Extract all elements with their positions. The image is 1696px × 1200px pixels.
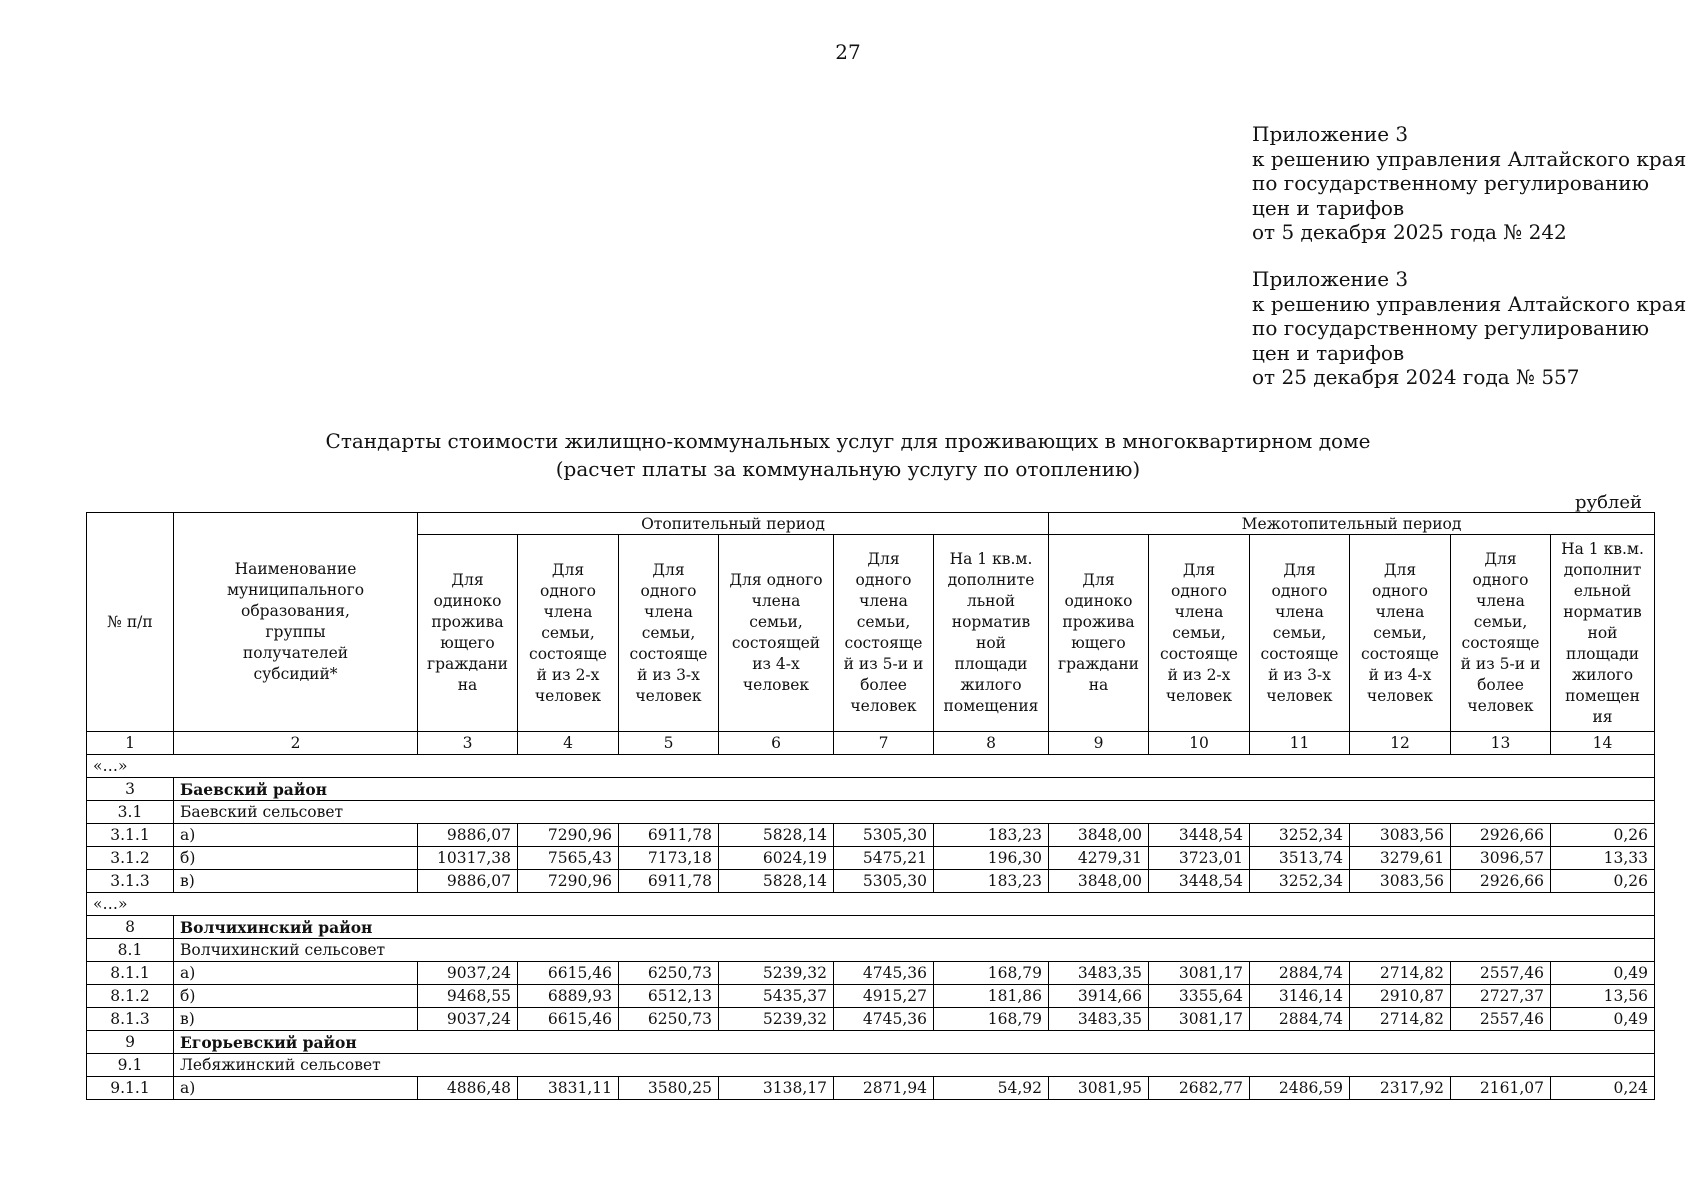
row-number-cell: 3.1.2 [87, 847, 174, 870]
column-header: Для одного члена семьи, состояще й из 3-х человек [619, 535, 719, 732]
district-name-cell: Волчихинский район [174, 916, 1655, 939]
value-cell: 2926,66 [1451, 824, 1551, 847]
column-header: Для одного члена семьи, состоящей из 4-х человек [719, 535, 834, 732]
column-number: 10 [1149, 732, 1250, 755]
value-cell: 3096,57 [1451, 847, 1551, 870]
column-number: 7 [834, 732, 934, 755]
value-cell: 3083,56 [1350, 824, 1451, 847]
value-cell: 3083,56 [1350, 870, 1451, 893]
value-cell: 6024,19 [719, 847, 834, 870]
value-cell: 0,24 [1551, 1077, 1655, 1100]
value-cell: 3483,35 [1049, 962, 1149, 985]
unit-label: рублей [1574, 492, 1642, 513]
group-name-cell: б) [174, 985, 418, 1008]
value-cell: 3831,11 [518, 1077, 619, 1100]
table-row [87, 870, 1655, 893]
value-cell: 2486,59 [1250, 1077, 1350, 1100]
value-cell: 10317,38 [418, 847, 518, 870]
table-row-district [87, 916, 1655, 939]
district-name-cell: Баевский район [174, 778, 1655, 801]
value-cell: 6615,46 [518, 962, 619, 985]
document-title [0, 427, 1696, 483]
value-cell: 2317,92 [1350, 1077, 1451, 1100]
value-cell: 3580,25 [619, 1077, 719, 1100]
appendix-line: по государственному регулированию [1252, 171, 1650, 195]
column-header: Для одного члена семьи, состояще й из 2-х человек [518, 535, 619, 732]
column-header: Для одного члена семьи, состояще й из 5-и и более человек [1451, 535, 1551, 732]
ellipsis-cell: «…» [87, 893, 1655, 916]
row-number-cell: 8.1.3 [87, 1008, 174, 1031]
value-cell: 168,79 [934, 962, 1049, 985]
value-cell: 3279,61 [1350, 847, 1451, 870]
value-cell: 5305,30 [834, 870, 934, 893]
value-cell: 6911,78 [619, 824, 719, 847]
column-number: 8 [934, 732, 1049, 755]
value-cell: 5305,30 [834, 824, 934, 847]
appendix-line: Приложение 3 [1252, 267, 1409, 291]
table-row [87, 962, 1655, 985]
value-cell: 7565,43 [518, 847, 619, 870]
value-cell: 3448,54 [1149, 824, 1250, 847]
column-header: Для одиноко прожива ющего граждани на [1049, 535, 1149, 732]
title-line: (расчет платы за коммунальную услугу по отоплению) [555, 457, 1141, 481]
council-name-cell: Лебяжинский сельсовет [174, 1054, 1655, 1077]
value-cell: 0,49 [1551, 962, 1655, 985]
value-cell: 2682,77 [1149, 1077, 1250, 1100]
value-cell: 3081,17 [1149, 962, 1250, 985]
row-number-cell: 9 [87, 1031, 174, 1054]
group-name-cell: а) [174, 962, 418, 985]
table-row-ellipsis [87, 755, 1655, 778]
value-cell: 2871,94 [834, 1077, 934, 1100]
value-cell: 3914,66 [1049, 985, 1149, 1008]
row-number-cell: 3.1.1 [87, 824, 174, 847]
value-cell: 13,56 [1551, 985, 1655, 1008]
column-number: 4 [518, 732, 619, 755]
column-number: 2 [174, 732, 418, 755]
appendix-previous-block [1252, 267, 1686, 390]
appendix-line: цен и тарифов [1252, 195, 1405, 220]
value-cell: 0,26 [1551, 870, 1655, 893]
row-number-cell: 9.1.1 [87, 1077, 174, 1100]
table-row-council [87, 801, 1655, 824]
value-cell: 0,49 [1551, 1008, 1655, 1031]
value-cell: 3146,14 [1250, 985, 1350, 1008]
value-cell: 2557,46 [1451, 962, 1551, 985]
council-name-cell: Баевский сельсовет [174, 801, 1655, 824]
council-name-cell: Волчихинский сельсовет [174, 939, 1655, 962]
value-cell: 54,92 [934, 1077, 1049, 1100]
appendix-line: от 5 декабря 2025 года № 242 [1252, 220, 1567, 244]
value-cell: 0,26 [1551, 824, 1655, 847]
table-row [87, 824, 1655, 847]
value-cell: 2884,74 [1250, 962, 1350, 985]
column-header: На 1 кв.м. дополнит ельной норматив ной площади жилого помещен ия [1551, 535, 1655, 732]
appendix-line: от 25 декабря 2024 года № 557 [1252, 365, 1580, 389]
column-header: Для одного члена семьи, состояще й из 5-и и более человек [834, 535, 934, 732]
value-cell: 13,33 [1551, 847, 1655, 870]
value-cell: 6250,73 [619, 1008, 719, 1031]
column-number: 11 [1250, 732, 1350, 755]
column-number: 9 [1049, 732, 1149, 755]
column-number: 6 [719, 732, 834, 755]
value-cell: 9037,24 [418, 962, 518, 985]
table-row [87, 847, 1655, 870]
value-cell: 3252,34 [1250, 824, 1350, 847]
column-header-name: Наименование муниципального образования, группы получателей субсидий* [174, 513, 418, 732]
row-number-cell: 3.1 [87, 801, 174, 824]
row-number-cell: 8 [87, 916, 174, 939]
value-cell: 3355,64 [1149, 985, 1250, 1008]
appendix-line: Приложение 3 [1252, 122, 1409, 146]
value-cell: 7290,96 [518, 870, 619, 893]
value-cell: 6512,13 [619, 985, 719, 1008]
column-number: 12 [1350, 732, 1451, 755]
appendix-line: по государственному регулированию [1252, 316, 1650, 340]
value-cell: 4886,48 [418, 1077, 518, 1100]
value-cell: 4745,36 [834, 962, 934, 985]
table-row-district [87, 1031, 1655, 1054]
tariff-table [86, 512, 1655, 1100]
value-cell: 2884,74 [1250, 1008, 1350, 1031]
page-number: 27 [835, 40, 861, 64]
value-cell: 3138,17 [719, 1077, 834, 1100]
group-name-cell: а) [174, 1077, 418, 1100]
row-number-cell: 8.1.2 [87, 985, 174, 1008]
column-header: На 1 кв.м. дополните льной норматив ной площади жилого помещения [934, 535, 1049, 732]
value-cell: 168,79 [934, 1008, 1049, 1031]
value-cell: 9886,07 [418, 870, 518, 893]
table-body [87, 755, 1655, 1100]
value-cell: 6911,78 [619, 870, 719, 893]
column-number: 13 [1451, 732, 1551, 755]
column-header-number: № п/п [87, 513, 174, 732]
value-cell: 3081,95 [1049, 1077, 1149, 1100]
row-number-cell: 8.1.1 [87, 962, 174, 985]
row-number-cell: 9.1 [87, 1054, 174, 1077]
column-header: Для одного члена семьи, состояще й из 4-х человек [1350, 535, 1451, 732]
value-cell: 2714,82 [1350, 962, 1451, 985]
value-cell: 196,30 [934, 847, 1049, 870]
value-cell: 4279,31 [1049, 847, 1149, 870]
appendix-line: к решению управления Алтайского края [1252, 291, 1687, 316]
value-cell: 5828,14 [719, 824, 834, 847]
value-cell: 7290,96 [518, 824, 619, 847]
district-name-cell: Егорьевский район [174, 1031, 1655, 1054]
value-cell: 3448,54 [1149, 870, 1250, 893]
value-cell: 2161,07 [1451, 1077, 1551, 1100]
title-line: Стандарты стоимости жилищно-коммунальных услуг для проживающих в многоквартирном доме [325, 429, 1371, 453]
value-cell: 2910,87 [1350, 985, 1451, 1008]
value-cell: 181,86 [934, 985, 1049, 1008]
appendix-line: к решению управления Алтайского края [1252, 146, 1687, 171]
value-cell: 5239,32 [719, 962, 834, 985]
value-cell: 183,23 [934, 870, 1049, 893]
table-row [87, 985, 1655, 1008]
column-number: 3 [418, 732, 518, 755]
table-row-council [87, 939, 1655, 962]
group-header-heating: Отопительный период [418, 513, 1049, 535]
column-number: 5 [619, 732, 719, 755]
ellipsis-cell: «…» [87, 755, 1655, 778]
column-number: 14 [1551, 732, 1655, 755]
value-cell: 183,23 [934, 824, 1049, 847]
table-row [87, 1008, 1655, 1031]
row-number-cell: 3.1.3 [87, 870, 174, 893]
value-cell: 3848,00 [1049, 870, 1149, 893]
value-cell: 5828,14 [719, 870, 834, 893]
table-row-council [87, 1054, 1655, 1077]
value-cell: 5239,32 [719, 1008, 834, 1031]
value-cell: 9886,07 [418, 824, 518, 847]
value-cell: 2557,46 [1451, 1008, 1551, 1031]
value-cell: 5435,37 [719, 985, 834, 1008]
value-cell: 6615,46 [518, 1008, 619, 1031]
value-cell: 3848,00 [1049, 824, 1149, 847]
value-cell: 9468,55 [418, 985, 518, 1008]
value-cell: 9037,24 [418, 1008, 518, 1031]
table-row-district [87, 778, 1655, 801]
column-header: Для одиноко прожива ющего граждани на [418, 535, 518, 732]
row-number-cell: 3 [87, 778, 174, 801]
value-cell: 7173,18 [619, 847, 719, 870]
table-row [87, 1077, 1655, 1100]
appendix-line: цен и тарифов [1252, 340, 1405, 365]
value-cell: 4745,36 [834, 1008, 934, 1031]
value-cell: 3252,34 [1250, 870, 1350, 893]
appendix-current-block [1252, 122, 1686, 245]
column-number: 1 [87, 732, 174, 755]
value-cell: 2727,37 [1451, 985, 1551, 1008]
group-name-cell: б) [174, 847, 418, 870]
column-header: Для одного члена семьи, состояще й из 3-х человек [1250, 535, 1350, 732]
column-header: Для одного члена семьи, состояще й из 2-х человек [1149, 535, 1250, 732]
group-name-cell: в) [174, 870, 418, 893]
value-cell: 2714,82 [1350, 1008, 1451, 1031]
group-name-cell: в) [174, 1008, 418, 1031]
value-cell: 2926,66 [1451, 870, 1551, 893]
table-row-ellipsis [87, 893, 1655, 916]
value-cell: 3081,17 [1149, 1008, 1250, 1031]
value-cell: 5475,21 [834, 847, 934, 870]
group-header-interheating: Межотопительный период [1049, 513, 1655, 535]
value-cell: 6889,93 [518, 985, 619, 1008]
value-cell: 4915,27 [834, 985, 934, 1008]
row-number-cell: 8.1 [87, 939, 174, 962]
group-name-cell: а) [174, 824, 418, 847]
value-cell: 6250,73 [619, 962, 719, 985]
value-cell: 3483,35 [1049, 1008, 1149, 1031]
value-cell: 3513,74 [1250, 847, 1350, 870]
value-cell: 3723,01 [1149, 847, 1250, 870]
